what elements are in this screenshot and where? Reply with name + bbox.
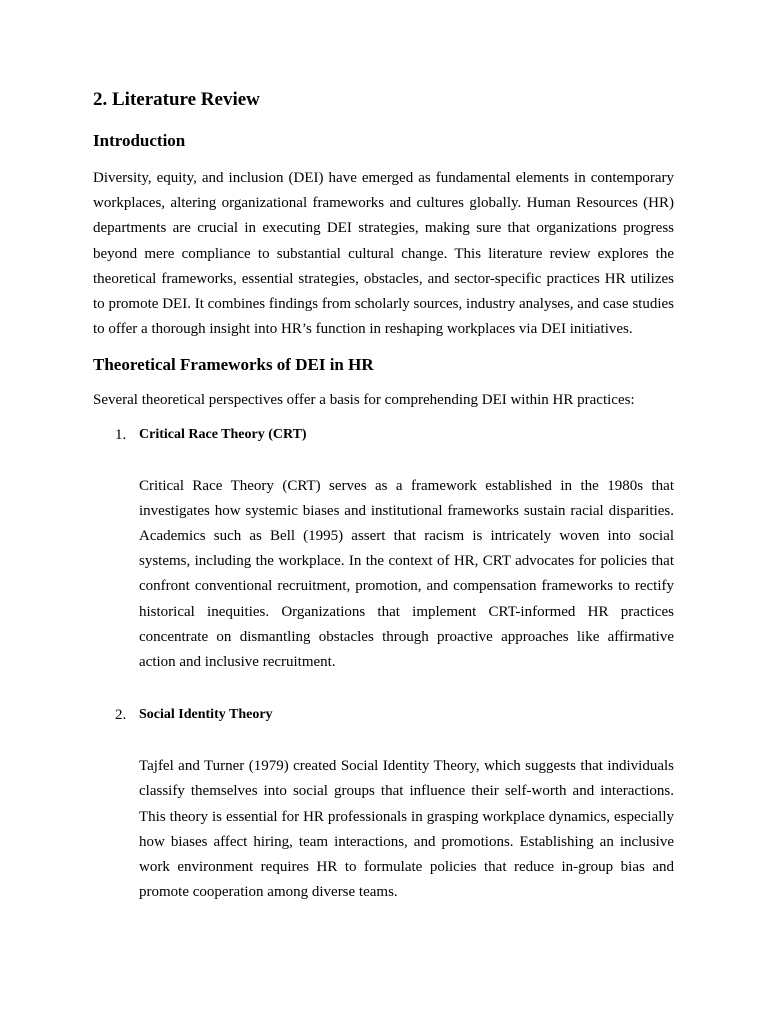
frameworks-lead: Several theoretical perspectives offer a basis for comprehending DEI within HR practices:: [93, 392, 635, 409]
list-item-social-identity: [115, 704, 674, 905]
list-item-body: Critical Race Theory (CRT) serves as a framework established in the 1980s that investigates how systemic biases and institutional frameworks sustain racial disparities. Academics such as Bell (1995) assert that racism is intricately woven into social systems, including the workplace. In the context of HR, CRT advocates for policies that confront conventional recruitment, promotion, and compensation frameworks to rectify historical inequities. Organizations that implement CRT-informed HR practices concentrate on dismantling obstacles through proactive approaches like affirmative action and inclusive recruitment.: [139, 477, 674, 671]
frameworks-heading: Theoretical Frameworks of DEI in HR: [93, 355, 374, 375]
introduction-paragraph: Diversity, equity, and inclusion (DEI) have emerged as fundamental elements in contemporary workplaces, altering organizational frameworks and cultures globally. Human Resources (HR) departments are crucial in executing DEI strategies, making sure that organizations progress beyond mere compliance to substantial cultural change. This literature review explores the theoretical frameworks, essential strategies, obstacles, and sector-specific practices HR utilizes to promote DEI. It combines findings from scholarly sources, industry analyses, and case studies to offer a thorough insight into HR’s function in reshaping workplaces via DEI initiatives.: [93, 170, 674, 338]
list-item-title: Social Identity Theory: [139, 707, 273, 723]
list-item-title: Critical Race Theory (CRT): [139, 426, 307, 442]
list-item-crt: [115, 424, 674, 676]
section-title: 2. Literature Review: [93, 89, 260, 110]
list-item-body: Tajfel and Turner (1979) created Social Identity Theory, which suggests that individuals classify themselves into social groups that influence their self-worth and interactions. This theory is essential for HR professionals in grasping workplace dynamics, especially how biases affect hiring, team interactions, and promotions. Establishing an inclusive work environment requires HR to formulate policies that reduce in-group bias and promote cooperation among diverse teams.: [139, 758, 674, 901]
list-item-header: [115, 704, 674, 726]
introduction-heading: Introduction: [93, 131, 186, 150]
list-item-number: 1.: [115, 426, 127, 443]
list-item-number: 2.: [115, 707, 127, 724]
page-content: [93, 86, 674, 905]
list-item-header: [115, 424, 674, 446]
